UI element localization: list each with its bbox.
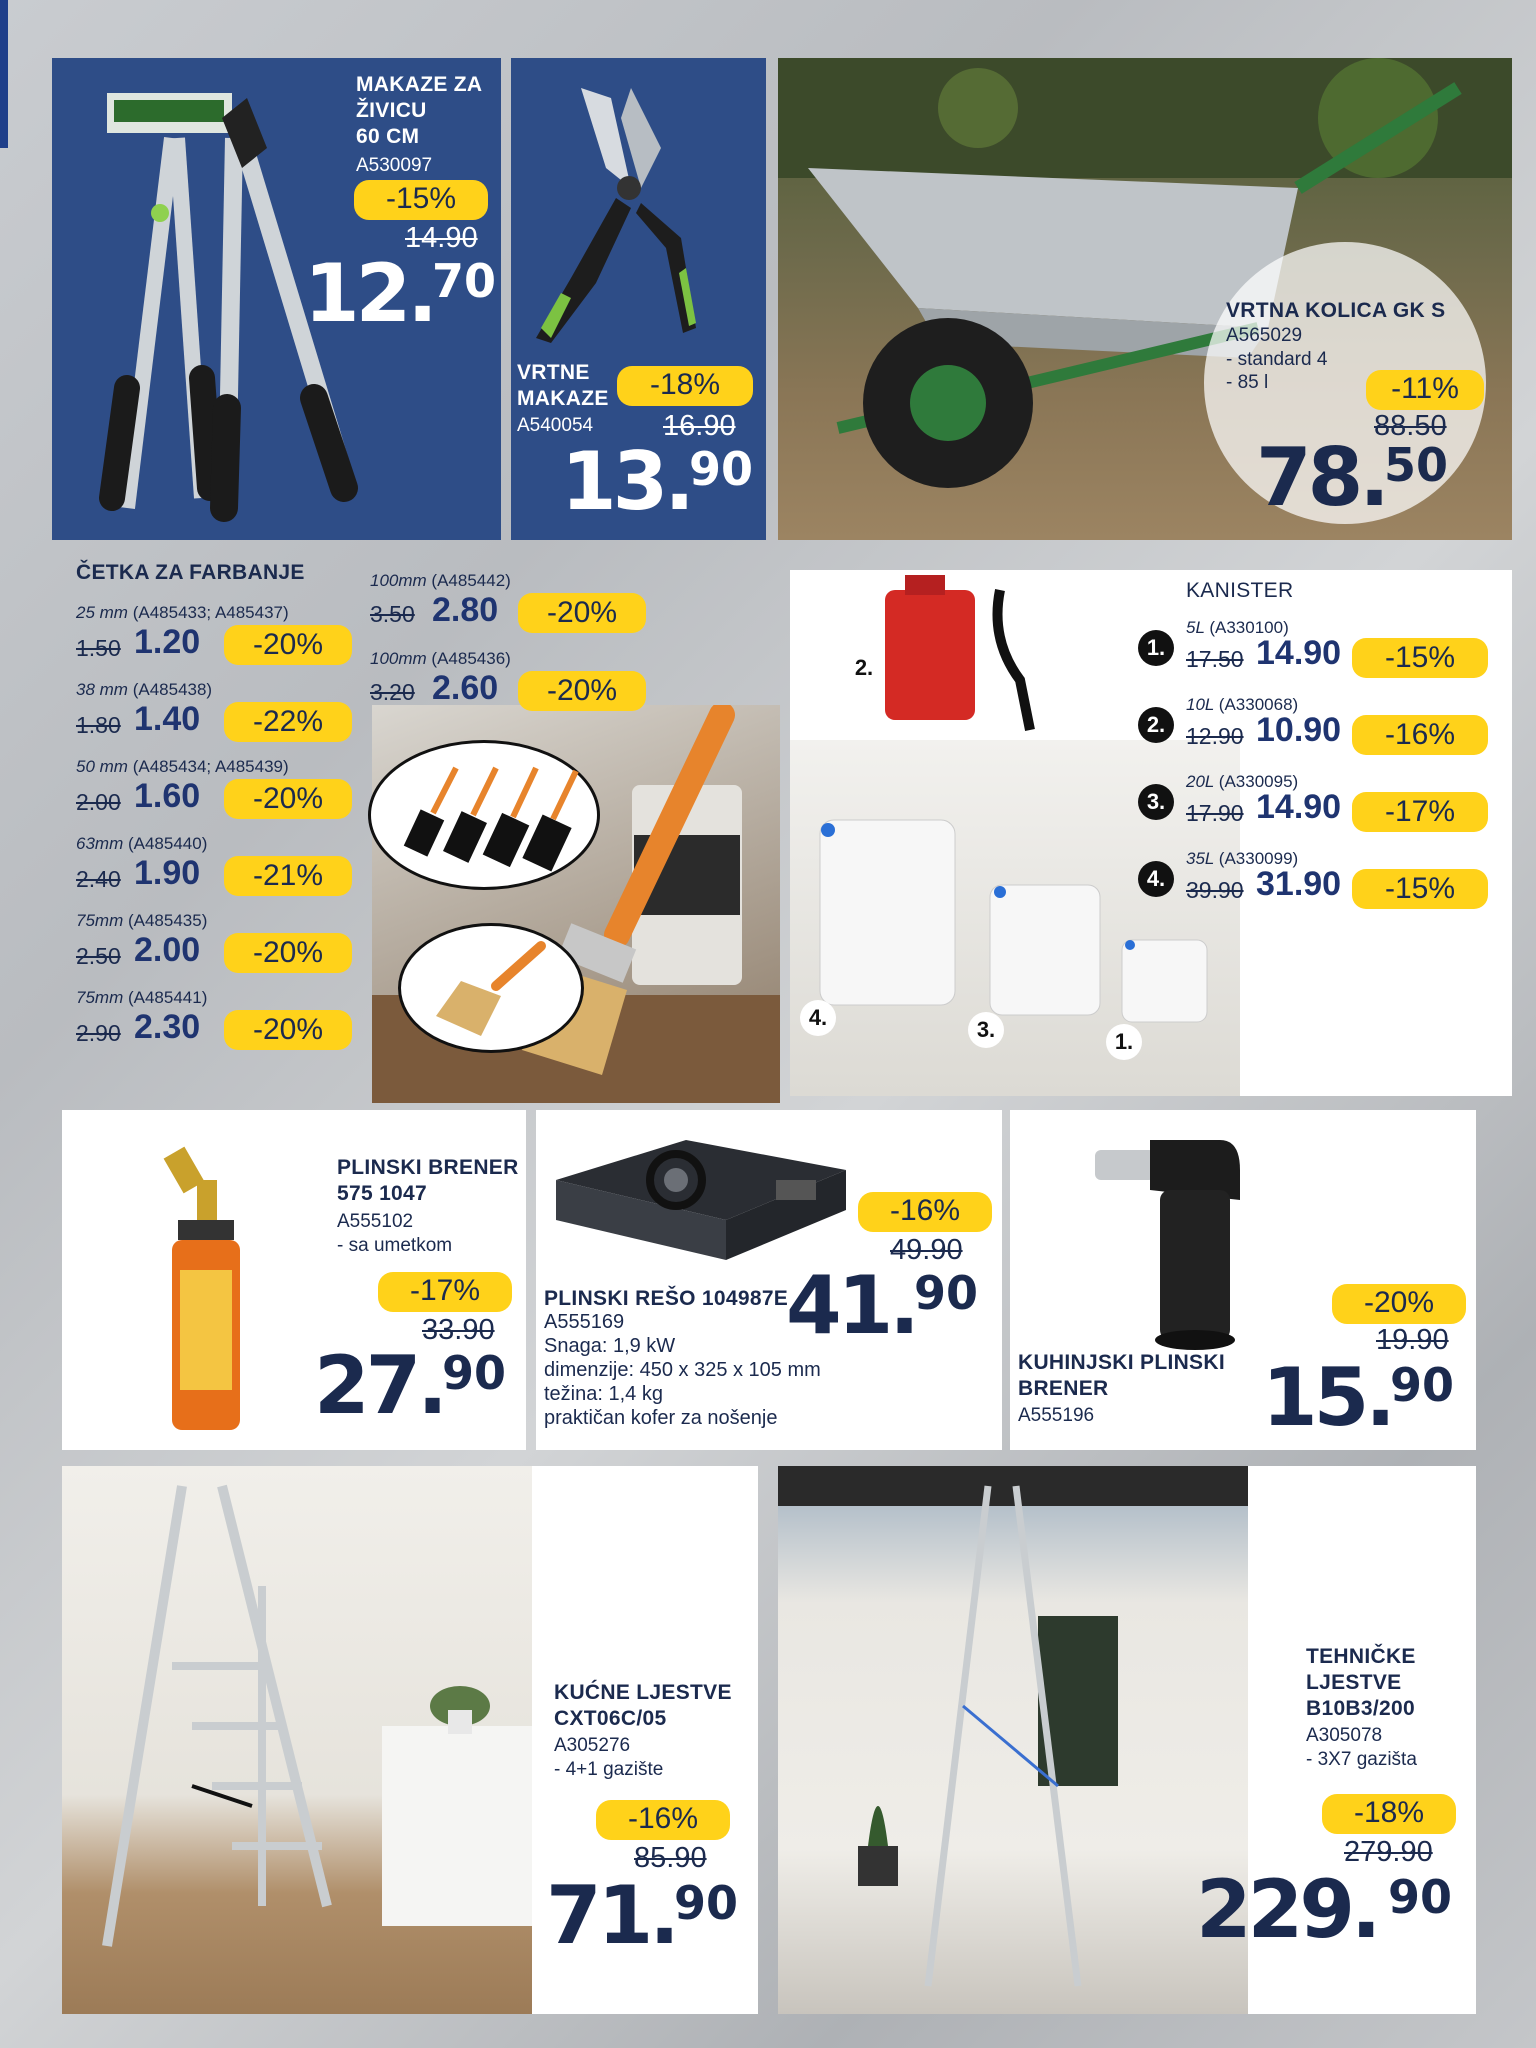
brush-new-price: 1.40 [134, 700, 201, 738]
brush-discount-badge: -20% [224, 779, 352, 819]
brush-new-price: 1.60 [134, 777, 201, 815]
technical-ladder-image [778, 1466, 1248, 2014]
brush-codes: (A485436) [431, 649, 511, 668]
brush-old-price: 1.50 [76, 635, 121, 661]
brush-codes: (A485433; A485437) [132, 603, 289, 622]
product-code: A555169 [544, 1311, 625, 1333]
price [314, 1339, 507, 1432]
product-wheelbarrow[interactable] [778, 58, 1512, 540]
product-household-ladder[interactable] [62, 1466, 758, 2014]
brush-codes: (A485438) [132, 680, 213, 699]
brush-codes: (A485434; A485439) [132, 757, 289, 776]
kanister-new-price: 10.90 [1256, 711, 1342, 749]
brush-old-price: 1.80 [76, 712, 121, 738]
brush-old-price: 2.00 [76, 789, 121, 815]
kanister-number: 3. [1138, 784, 1174, 820]
price-cents: 90 [914, 1266, 979, 1320]
price-cents: 90 [689, 442, 754, 496]
price-integer: 12. [304, 247, 434, 340]
price-cents: 90 [1390, 1358, 1455, 1412]
discount-badge: -16% [596, 1800, 730, 1840]
brush-new-price: 2.60 [432, 669, 499, 707]
brush-codes: (A485440) [127, 834, 208, 853]
price-integer: 27. [314, 1339, 444, 1432]
kanister-size: 5L [1186, 618, 1205, 637]
brush-size-label [76, 757, 289, 777]
old-price: 33.90 [422, 1314, 495, 1346]
product-spec-list: Snaga: 1,9 kW dimenzije: 450 x 325 x 105 mm težina: 1,4 kg praktičan kofer za nošenje [544, 1335, 821, 1429]
brush-new-price: 2.30 [134, 1008, 201, 1046]
kanister-code: (A330068) [1218, 695, 1299, 714]
brush-size: 63mm [76, 834, 124, 853]
kanister-number: 2. [1138, 707, 1174, 743]
marker-4: 4. [800, 1000, 836, 1036]
kanister-discount-badge: -17% [1352, 792, 1488, 832]
brush-size-label [370, 649, 511, 669]
kanister-old-price: 39.90 [1186, 877, 1244, 903]
product-hedge-shears[interactable] [52, 58, 501, 540]
brush-new-price: 1.20 [134, 623, 201, 661]
brush-discount-badge: -22% [224, 702, 352, 742]
brush-set-icon [371, 743, 597, 887]
product-gas-burner[interactable] [62, 1110, 526, 1450]
brush-new-price: 2.00 [134, 931, 201, 969]
brush-discount-badge: -20% [224, 933, 352, 973]
price [1256, 431, 1449, 524]
brush-size: 100mm [370, 649, 427, 668]
kanister-image [790, 570, 1250, 1096]
product-title: TEHNIČKE LJESTVE B10B3/200 [1306, 1645, 1416, 1720]
product-title: KUĆNE LJESTVE CXT06C/05 [554, 1681, 732, 1730]
kanister-new-price: 14.90 [1256, 788, 1342, 826]
kanister-size: 20L [1186, 772, 1215, 791]
brush-size-label [76, 911, 207, 931]
product-title: MAKAZE ZA ŽIVICU 60 CM [356, 73, 483, 148]
marker-3: 3. [968, 1012, 1004, 1048]
old-price: 14.90 [405, 222, 478, 254]
kanister-discount-badge: -16% [1352, 715, 1488, 755]
brush-discount-badge: -20% [224, 625, 352, 665]
brush-discount-badge: -20% [518, 671, 646, 711]
product-title: KUHINJSKI PLINSKI BRENER [1018, 1351, 1225, 1400]
price-integer: 71. [546, 1869, 676, 1962]
product-specs: - 3X7 gazišta [1306, 1749, 1417, 1770]
product-specs: - standard 4 - 85 l [1226, 349, 1328, 393]
old-price: 16.90 [663, 410, 736, 442]
brush-size: 75mm [76, 911, 124, 930]
product-code: A540054 [517, 415, 594, 436]
kanister-discount-badge: -15% [1352, 869, 1488, 909]
brush-size-label [370, 571, 511, 591]
price-integer: 41. [786, 1259, 916, 1352]
discount-badge: -15% [354, 180, 488, 220]
price-integer: 13. [561, 435, 691, 528]
gas-burner-image [122, 1140, 302, 1440]
kanister-number: 4. [1138, 861, 1174, 897]
brush-size-label [76, 988, 207, 1008]
kanister-number: 1. [1138, 630, 1174, 666]
brush-codes: (A485441) [127, 988, 208, 1007]
brush-size: 75mm [76, 988, 124, 1007]
kanister-size: 10L [1186, 695, 1215, 714]
brush-old-price: 3.50 [370, 601, 415, 627]
household-ladder-image [62, 1466, 532, 2014]
brush-old-price: 3.20 [370, 679, 415, 705]
old-price: 88.50 [1374, 410, 1447, 442]
brush-discount-badge: -21% [224, 856, 352, 896]
kanister-old-price: 12.90 [1186, 723, 1244, 749]
product-code: A555102 [337, 1211, 414, 1232]
gas-stove-image [536, 1120, 856, 1270]
product-specs [544, 1310, 821, 1430]
product-title: VRTNA KOLICA GK S [1226, 299, 1446, 322]
brush-single-icon [401, 926, 581, 1050]
brush-size-label [76, 680, 212, 700]
section-title: ČETKA ZA FARBANJE [76, 561, 305, 584]
paint-brushes-section[interactable] [52, 555, 780, 1103]
product-specs: - 4+1 gazište [554, 1759, 664, 1780]
product-pruning-shears[interactable] [511, 58, 766, 540]
product-gas-stove[interactable] [536, 1110, 1002, 1450]
price-integer: 78. [1256, 431, 1386, 524]
price [1262, 1351, 1455, 1444]
brush-size: 38 mm [76, 680, 128, 699]
discount-badge: -20% [1332, 1284, 1466, 1324]
discount-badge: -17% [378, 1272, 512, 1312]
product-title: PLINSKI REŠO 104987E [544, 1287, 789, 1310]
pruning-shears-image [511, 78, 751, 408]
brush-codes: (A485442) [431, 571, 511, 590]
marker-2: 2. [846, 650, 882, 686]
product-title: PLINSKI BRENER 575 1047 [337, 1156, 519, 1205]
product-specs: - sa umetkom [337, 1235, 453, 1256]
kitchen-torch-image [1090, 1130, 1250, 1360]
brush-size-label [76, 834, 207, 854]
old-price: 19.90 [1376, 1324, 1449, 1356]
brush-codes: (A485435) [127, 911, 208, 930]
product-kanister[interactable] [790, 570, 1512, 1096]
discount-badge: -11% [1366, 370, 1484, 410]
kanister-size: 35L [1186, 849, 1215, 868]
brush-set-inset [368, 740, 600, 890]
brush-new-price: 2.80 [432, 591, 499, 629]
price-cents: 90 [1388, 1870, 1453, 1924]
discount-badge: -18% [617, 366, 753, 406]
kanister-new-price: 14.90 [1256, 634, 1342, 672]
kanister-old-price: 17.50 [1186, 646, 1244, 672]
price-cents: 90 [442, 1346, 507, 1400]
product-technical-ladder[interactable] [778, 1466, 1476, 2014]
product-code: A555196 [1018, 1405, 1095, 1426]
kanister-code: (A330100) [1209, 618, 1289, 637]
kanister-code: (A330095) [1218, 772, 1299, 791]
price [1196, 1863, 1453, 1956]
kanister-discount-badge: -15% [1352, 638, 1488, 678]
price [561, 435, 754, 528]
old-price: 279.90 [1344, 1836, 1433, 1868]
discount-badge: -18% [1322, 1794, 1456, 1834]
brush-size: 25 mm [76, 603, 128, 622]
price [304, 247, 497, 340]
price-cents: 50 [1384, 438, 1449, 492]
kanister-new-price: 31.90 [1256, 865, 1342, 903]
product-code: A565029 [1226, 325, 1303, 346]
kanister-old-price: 17.90 [1186, 800, 1244, 826]
product-kitchen-torch[interactable] [1010, 1110, 1476, 1450]
product-code: A305276 [554, 1735, 631, 1756]
price-integer: 229. [1196, 1863, 1378, 1956]
brush-size-label [76, 603, 289, 623]
price [546, 1869, 739, 1962]
brush-old-price: 2.50 [76, 943, 121, 969]
brush-old-price: 2.40 [76, 866, 121, 892]
marker-1: 1. [1106, 1024, 1142, 1060]
price-cents: 90 [674, 1876, 739, 1930]
product-code: A305078 [1306, 1725, 1383, 1746]
price-integer: 15. [1262, 1351, 1392, 1444]
product-title: VRTNE MAKAZE [517, 361, 609, 410]
kanister-code: (A330099) [1218, 849, 1299, 868]
discount-badge: -16% [858, 1192, 992, 1232]
brush-size: 100mm [370, 571, 427, 590]
brush-discount-badge: -20% [224, 1010, 352, 1050]
edge-accent [0, 0, 8, 148]
brush-size: 50 mm [76, 757, 128, 776]
brush-old-price: 2.90 [76, 1020, 121, 1046]
brush-new-price: 1.90 [134, 854, 201, 892]
section-title: KANISTER [1186, 579, 1294, 602]
price-cents: 70 [432, 254, 497, 308]
old-price: 49.90 [890, 1234, 963, 1266]
old-price: 85.90 [634, 1842, 707, 1874]
product-code: A530097 [356, 155, 433, 176]
brush-single-inset [398, 923, 584, 1053]
brush-discount-badge: -20% [518, 593, 646, 633]
